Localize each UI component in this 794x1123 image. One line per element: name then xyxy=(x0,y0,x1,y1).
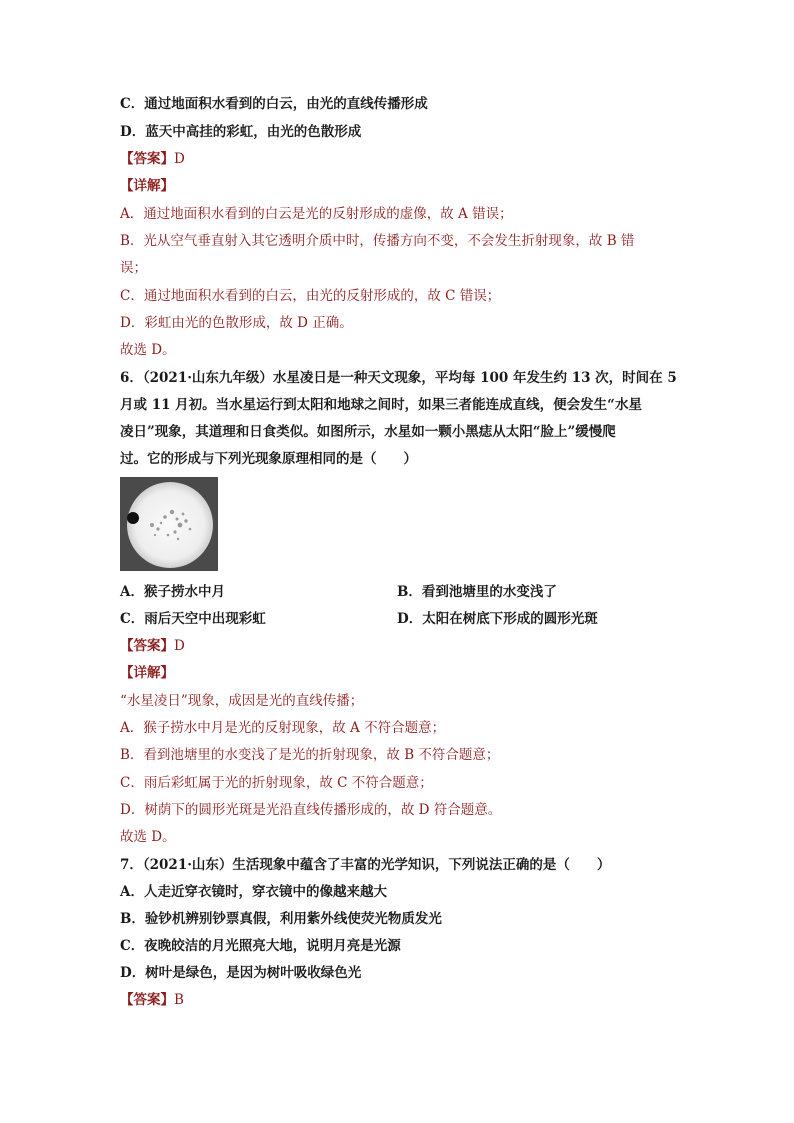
answer-value: D xyxy=(174,638,185,654)
question-7-option-b: B．验钞机辨别钞票真假，利用紫外线使荧光物质发光 xyxy=(120,911,442,927)
question-7-stem: 7．（2021·山东）生活现象中蕴含了丰富的光学知识，下列说法正确的是（ ） xyxy=(120,857,611,873)
detail-6-a: A．猴子捞水中月是光的反射现象，故 A 不符合题意； xyxy=(120,720,446,736)
answer-7 xyxy=(120,991,184,1009)
prev-option-d: D．蓝天中高挂的彩虹，由光的色散形成 xyxy=(120,124,362,140)
answer-label: 【答案】 xyxy=(120,638,174,654)
detail-5-a: A．通过地面积水看到的白云是光的反射形成的虚像，故 A 错误； xyxy=(120,206,513,222)
question-7-option-c: C．夜晚皎洁的月光照亮大地，说明月亮是光源 xyxy=(120,938,401,954)
answer-label: 【答案】 xyxy=(120,151,174,167)
detail-6-b: B．看到池塘里的水变浅了是光的折射现象，故 B 不符合题意； xyxy=(120,747,500,763)
prev-option-c: C．通过地面积水看到的白云，由光的直线传播形成 xyxy=(120,96,428,112)
mercury-transit-image xyxy=(120,477,218,571)
answer-value: D xyxy=(174,151,185,167)
answer-label: 【答案】 xyxy=(120,992,174,1008)
question-6-line3: 凌日”现象，其道理和日食类似。如图所示，水星如一颗小黑痣从太阳“脸上”缓慢爬 xyxy=(120,424,616,440)
answer-6 xyxy=(120,637,185,655)
question-7-option-d: D．树叶是绿色，是因为树叶吸收绿色光 xyxy=(120,965,362,981)
question-6-option-c: C．雨后天空中出现彩虹 xyxy=(120,611,266,627)
detail-5-b-line1: B．光从空气垂直射入其它透明介质中时，传播方向不变，不会发生折射现象，故 B 错 xyxy=(120,233,635,249)
question-6-option-d: D．太阳在树底下形成的圆形光斑 xyxy=(397,611,598,627)
mercury-dot xyxy=(127,512,139,524)
detail-5-d: D．彩虹由光的色散形成，故 D 正确。 xyxy=(120,315,353,331)
detail-6-conclusion: 故选 D。 xyxy=(120,829,176,845)
detail-6-c: C．雨后彩虹属于光的折射现象，故 C 不符合题意； xyxy=(120,775,433,791)
question-6-option-a: A．猴子捞水中月 xyxy=(120,584,225,600)
detail-6-d: D．树荫下的圆形光斑是光沿直线传播形成的，故 D 符合题意。 xyxy=(120,802,502,818)
detail-5-c: C．通过地面积水看到的白云，由光的反射形成的，故 C 错误； xyxy=(120,288,501,304)
detail-5-conclusion: 故选 D。 xyxy=(120,342,176,358)
detail-6-label: 【详解】 xyxy=(120,665,174,681)
answer-value: B xyxy=(174,992,184,1008)
detail-6-intro: “水星凌日”现象，成因是光的直线传播； xyxy=(120,693,364,709)
question-6-line2: 月或 11 月初。当水星运行到太阳和地球之间时，如果三者能连成直线，便会发生“水星 xyxy=(120,397,642,413)
question-6-option-b: B．看到池塘里的水变浅了 xyxy=(397,584,557,600)
detail-5-label: 【详解】 xyxy=(120,178,174,194)
question-6-line1: 6．（2021·山东九年级）水星凌日是一种天文现象，平均每 100 年发生约 13 次，时间在 5 xyxy=(120,370,677,386)
sun-disc xyxy=(127,482,213,568)
question-6-line4: 过。它的形成与下列光现象原理相同的是（ ） xyxy=(120,451,417,467)
answer-5 xyxy=(120,150,185,168)
detail-5-b-line2: 误； xyxy=(120,260,147,276)
question-7-option-a: A．人走近穿衣镜时，穿衣镜中的像越来越大 xyxy=(120,884,387,900)
